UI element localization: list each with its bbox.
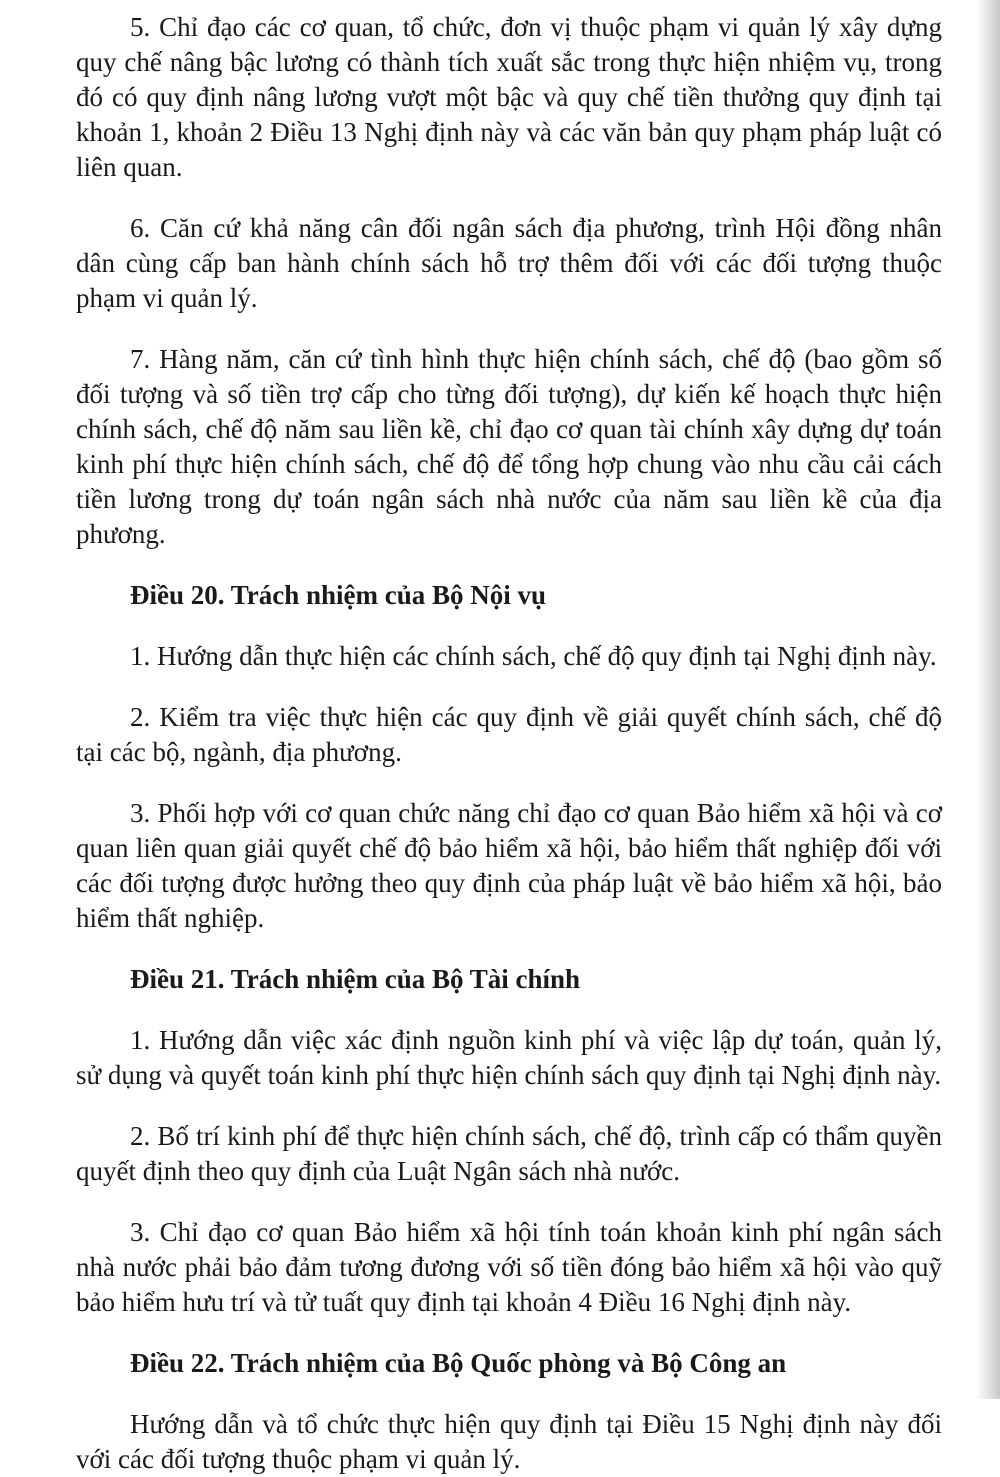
article-21-clause-2: 2. Bố trí kinh phí để thực hiện chính sách, chế độ, trình cấp có thẩm quyền quyết định theo quy định của Luật Ngân sách nhà nước. [76,1121,942,1186]
section-continuation [76,10,942,552]
article-21 [76,962,942,1320]
article-20-clause-1: 1. Hướng dẫn thực hiện các chính sách, chế độ quy định tại Nghị định này. [130,641,937,671]
article-22-heading: Điều 22. Trách nhiệm của Bộ Quốc phòng và Bộ Công an [130,1348,787,1378]
article-20-clause-2: 2. Kiểm tra việc thực hiện các quy định về giải quyết chính sách, chế độ tại các bộ, ngành, địa phương. [76,702,942,767]
article-21-clause-3: 3. Chỉ đạo cơ quan Bảo hiểm xã hội tính toán khoản kinh phí ngân sách nhà nước phải bảo đảm tương đương với số tiền đóng bảo hiểm xã hội vào quỹ bảo hiểm hưu trí và tử tuất quy định tại khoản 4 Điều 16 Nghị định này. [76,1217,942,1317]
article-22 [76,1346,942,1477]
clause-6: 6. Căn cứ khả năng cân đối ngân sách địa phương, trình Hội đồng nhân dân cùng cấp ban hành chính sách hỗ trợ thêm đối với các đối tượng thuộc phạm vi quản lý. [76,213,942,313]
article-21-heading: Điều 21. Trách nhiệm của Bộ Tài chính [130,964,581,994]
article-20-clause-3: 3. Phối hợp với cơ quan chức năng chỉ đạo cơ quan Bảo hiểm xã hội và cơ quan liên quan giải quyết chế độ bảo hiểm xã hội, bảo hiểm thất nghiệp đối với các đối tượng được hưởng theo quy định của pháp luật về bảo hiểm xã hội, bảo hiểm thất nghiệp. [76,798,942,933]
scan-shadow-edge [976,0,1000,1399]
article-20 [76,578,942,936]
article-20-heading: Điều 20. Trách nhiệm của Bộ Nội vụ [130,580,547,610]
article-22-body: Hướng dẫn và tổ chức thực hiện quy định tại Điều 15 Nghị định này đối với các đối tượng thuộc phạm vi quản lý. [76,1409,942,1474]
clause-7: 7. Hàng năm, căn cứ tình hình thực hiện chính sách, chế độ (bao gồm số đối tượng và số tiền trợ cấp cho từng đối tượng), dự kiến kế hoạch thực hiện chính sách, chế độ năm sau liền kề, chỉ đạo cơ quan tài chính xây dựng dự toán kinh phí thực hiện chính sách, chế độ để tổng hợp chung vào nhu cầu cải cách tiền lương trong dự toán ngân sách nhà nước của năm sau liền kề của địa phương. [76,344,942,549]
clause-5: 5. Chỉ đạo các cơ quan, tổ chức, đơn vị thuộc phạm vi quản lý xây dựng quy chế nâng bậc lương có thành tích xuất sắc trong thực hiện nhiệm vụ, trong đó có quy định nâng lương vượt một bậc và quy chế tiền thưởng quy định tại khoản 1, khoản 2 Điều 13 Nghị định này và các văn bản quy phạm pháp luật có liên quan. [76,12,942,182]
article-21-clause-1: 1. Hướng dẫn việc xác định nguồn kinh phí và việc lập dự toán, quản lý, sử dụng và quyết toán kinh phí thực hiện chính sách quy định tại Nghị định này. [76,1025,942,1090]
